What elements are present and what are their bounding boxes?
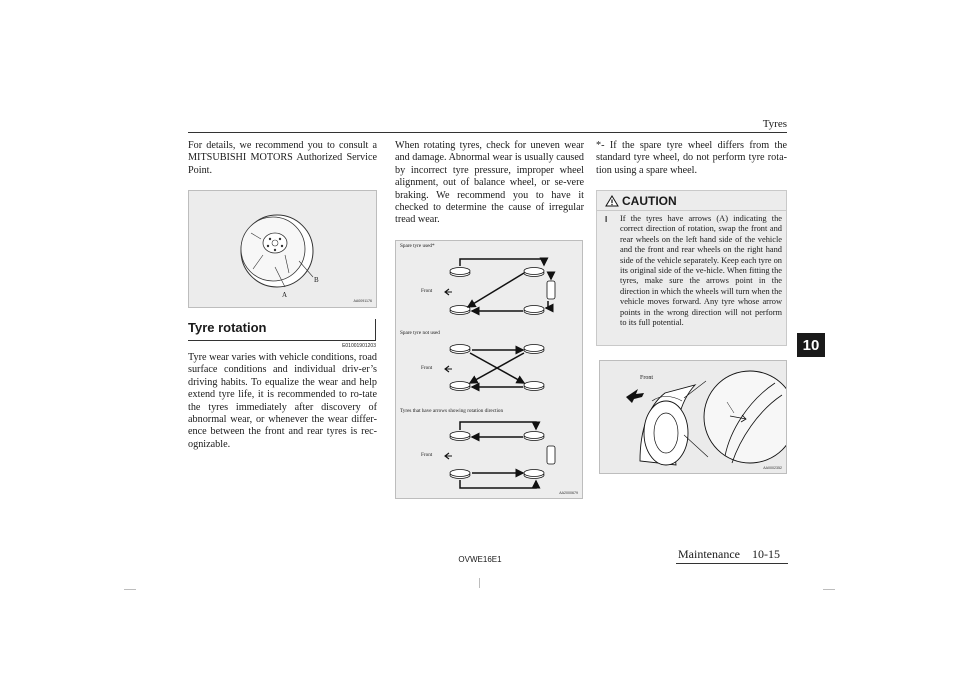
bullet-icon: l (605, 215, 608, 224)
spare-note-paragraph: *- If the spare tyre wheel differs from the standard tyre wheel, do not perform tyre rota-tion using a spare wheel. (596, 140, 787, 176)
footer-page-number: 10-15 (752, 547, 780, 561)
diagram-label-spare-used: Spare tyre used* (400, 243, 435, 249)
figure-code: AA0091176 (353, 299, 372, 303)
caution-box (596, 190, 787, 346)
caution-text: If the tyres have arrows (A) indicating the correct direction of rotation, swap the front and rear wheels on the left hand side of the vehicle and the front and rear wheels on the right hand side of the vehicle separately. Keep each tyre on its original side of the ve-hicle. When fitting the tyres, make sure the arrows point in the direction in which the wheels will turn when the vehicle moves forward. Any tyre whose arrow points in the wrong direction will not perform to its full potential. (620, 214, 782, 328)
rotation-diagram (395, 240, 583, 499)
warning-triangle-icon (605, 195, 619, 207)
diagram-code: AA2000679 (559, 491, 578, 495)
caution-header (597, 191, 786, 211)
footer-code: OVWE16E1 (458, 555, 502, 564)
chapter-tab: 10 (797, 333, 825, 357)
crop-mark (823, 589, 835, 590)
caution-body (597, 211, 786, 328)
diagram-front-2: Front (421, 365, 433, 371)
tyre-arrow-illustration (600, 361, 786, 473)
wheel-illustration (189, 191, 376, 307)
body-paragraph: Tyre wear varies with vehicle conditions, road surface conditions and individual driv-er’s driving habits. To equalize the wear and help extend tyre life, it is recommended to ro-tate the tyres immediately after discovery of abnormal wear, or whenever the wear differ-ence between the front and rear tyres is rec-ognizable. (188, 352, 377, 450)
figure-front-label: Front (640, 375, 654, 381)
diagram-front-1: Front (421, 288, 433, 294)
section-code: E01001901203 (342, 343, 376, 349)
section-title: Tyre rotation (188, 319, 376, 341)
wheel-label-a: A (282, 291, 288, 299)
rotation-paragraph: When rotating tyres, check for uneven wear and damage. Abnormal wear is usually caused by incorrect tyre pressure, improper wheel alignment, out of balance wheel, or se-vere braking. We recommend you to have it checked to determine the cause of irregular tread wear. (395, 140, 584, 226)
footer-rule (676, 563, 788, 564)
page-header-title: Tyres (762, 118, 787, 130)
caution-title: CAUTION (622, 193, 677, 208)
rotation-diagram-svg (396, 241, 582, 498)
diagram-label-spare-not-used: Spare tyre not used (400, 330, 440, 336)
diagram-front-3: Front (421, 452, 433, 458)
figure-code-2: AA0002352 (763, 466, 782, 470)
intro-paragraph: For details, we recommend you to consult a MITSUBISHI MOTORS Authorized Service Point. (188, 140, 377, 176)
crop-mark (479, 578, 480, 588)
wheel-figure (188, 190, 377, 308)
tyre-arrow-figure (599, 360, 787, 474)
wheel-label-b: B (314, 276, 319, 284)
footer-section: Maintenance (678, 547, 740, 561)
diagram-label-arrows: Tyres that have arrows showing rotation direction (400, 408, 504, 414)
crop-mark (124, 589, 136, 590)
header-rule (188, 132, 787, 133)
